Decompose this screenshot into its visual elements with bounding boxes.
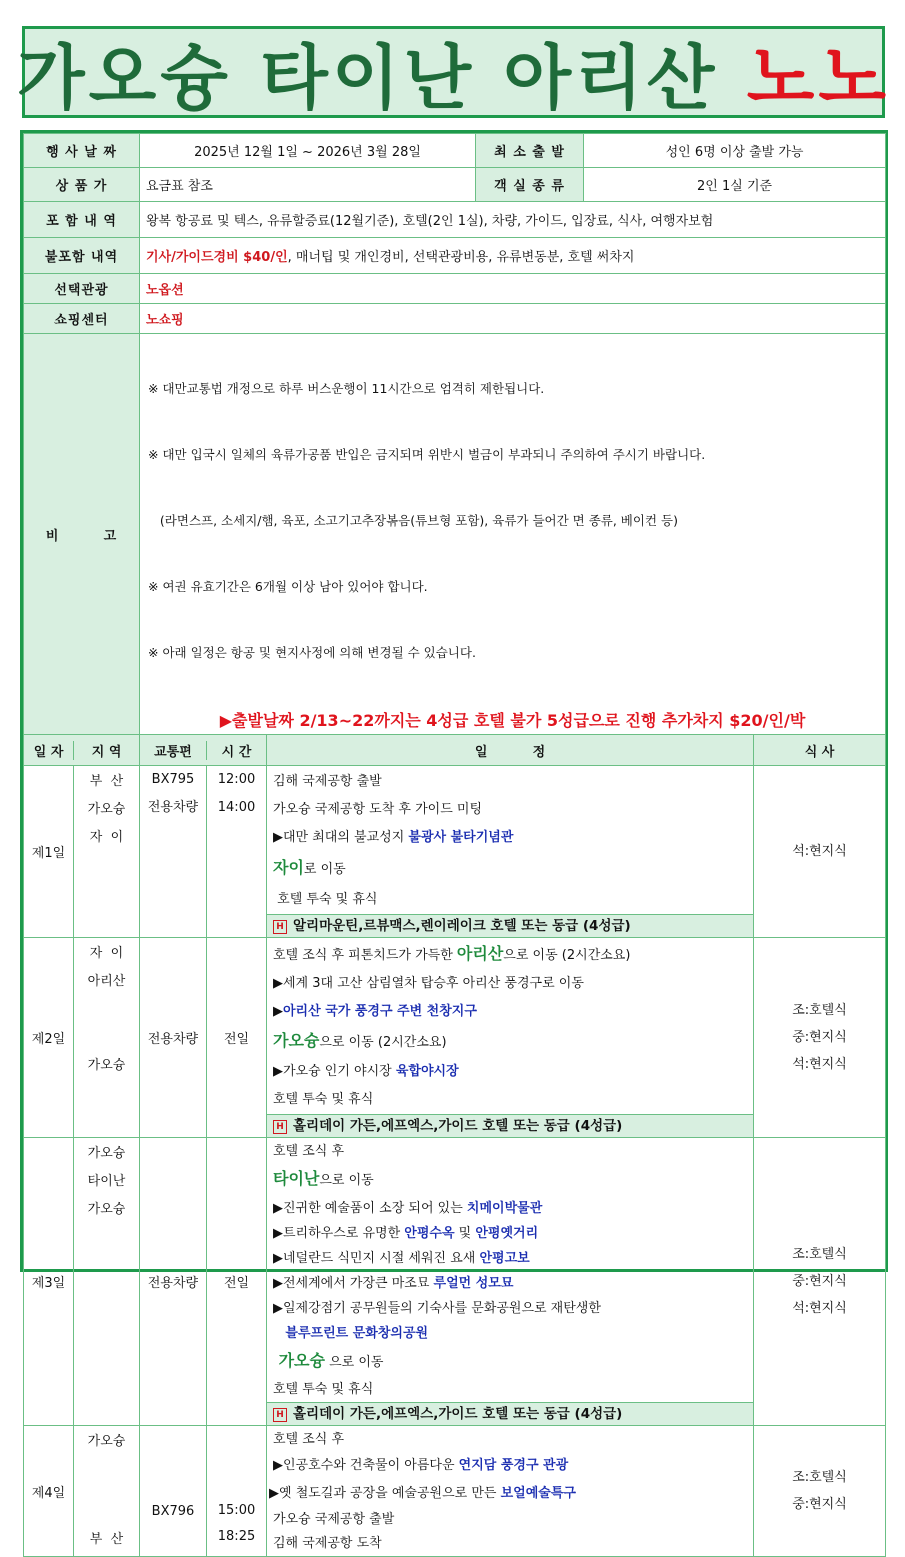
meal-cell: 조:호텔식 중:현지식 석:현지식	[754, 1138, 886, 1426]
itinerary-line: ▶가오슝 인기 야시장 육합야시장	[273, 1064, 459, 1079]
sched-header-transport: 교통편 시 간	[140, 735, 267, 766]
itinerary-document	[20, 130, 888, 1551]
time-cell: 전일	[207, 938, 267, 1138]
itinerary-line: 블루프린트 문화창의공원	[285, 1326, 429, 1341]
day-row	[24, 1426, 886, 1557]
price-label: 상 품 가	[24, 168, 140, 202]
itinerary-line: 호텔 조식 후 피톤치드가 가득한 아리산으로 이동 (2시간소요)	[273, 944, 631, 963]
itinerary-line: ▶대만 최대의 불교성지 불광사 불타기념관	[273, 830, 514, 845]
shopping-value: 노쇼핑	[140, 304, 886, 334]
itinerary-line: ▶전세계에서 가장큰 마조묘 루얼먼 성모묘	[273, 1276, 514, 1291]
hotel-line: H 알리마운틴,르뷰맥스,렌이레이크 호텔 또는 동급 (4성급)	[267, 914, 753, 937]
transport-cell: BX796	[140, 1426, 207, 1557]
hotel-icon: H	[273, 1120, 287, 1134]
time-cell: 전일	[207, 1138, 267, 1426]
included-label: 포 함 내 역	[24, 202, 140, 238]
note-line: ※ 아래 일정은 항공 및 현지사정에 의해 변경될 수 있습니다.	[148, 645, 476, 660]
note-line: ※ 대만교통법 개정으로 하루 버스운행이 11시간으로 엄격히 제한됩니다.	[148, 381, 545, 396]
date-value: 2025년 12월 1일 ~ 2026년 3월 28일	[140, 134, 476, 168]
itinerary-line: 김해 국제공항 도착	[273, 1536, 382, 1551]
date-label: 행 사 날 짜	[24, 134, 140, 168]
hotel-icon: H	[273, 1408, 287, 1422]
itinerary-line: ▶네덜란드 식민지 시절 세워진 요새 안평고보	[273, 1251, 530, 1266]
remarks-label: 비 고	[24, 334, 140, 735]
region-cell: 가오슝 타이난 가오슝	[74, 1138, 140, 1426]
note-line: ※ 대만 입국시 일체의 육류가공품 반입은 금지되며 위반시 벌금이 부과되니 주의하여 주시기 바랍니다.	[148, 447, 706, 462]
day-label: 제3일	[24, 1138, 74, 1426]
region-cell: 자 이 아리산 가오슝	[74, 938, 140, 1138]
hotel-icon: H	[273, 920, 287, 934]
itinerary-line: ▶세계 3대 고산 삼림열차 탑승후 아리산 풍경구로 이동	[273, 976, 584, 991]
itinerary-line: 가오슝 국제공항 출발	[273, 1512, 395, 1527]
day-label: 제2일	[24, 938, 74, 1138]
optional-tour-value: 노옵션	[140, 274, 886, 304]
min-departure-value: 성인 6명 이상 출발 가능	[584, 134, 886, 168]
itinerary-cell	[267, 1426, 754, 1557]
excluded-value: 기사/가이드경비 $40/인, 매너팁 및 개인경비, 선택관광비용, 유류변동분, 호텔 써차지	[140, 238, 886, 274]
itinerary-line: ▶진귀한 예술품이 소장 되어 있는 치메이박물관	[273, 1201, 543, 1216]
day-label: 제4일	[24, 1426, 74, 1557]
itinerary-line: 호텔 투숙 및 휴식	[273, 892, 378, 907]
itinerary-line: ▶일제강점기 공무원들의 기숙사를 문화공원으로 재탄생한	[273, 1301, 601, 1316]
transport-cell: 전용차량	[140, 1138, 207, 1426]
hotel-surcharge-banner: ▶출발날짜 2/13~22까지는 4성급 호텔 불가 5성급으로 진행 추가차지 $20/인/박	[219, 711, 806, 730]
title-main: 가오슝 타이난 아리산	[17, 36, 719, 119]
itinerary-line: 타이난으로 이동	[273, 1169, 374, 1188]
hotel-line: H 홀리데이 가든,에프엑스,가이드 호텔 또는 동급 (4성급)	[267, 1402, 753, 1425]
remarks-value	[140, 334, 886, 735]
optional-tour-label: 선택관광	[24, 274, 140, 304]
page-title	[17, 22, 890, 123]
min-departure-label: 최 소 출 발	[476, 134, 584, 168]
hotel-line: H 홀리데이 가든,에프엑스,가이드 호텔 또는 동급 (4성급)	[267, 1114, 753, 1137]
room-type-label: 객 실 종 류	[476, 168, 584, 202]
meal-cell: 조:호텔식 중:현지식	[754, 1426, 886, 1557]
region-cell: 부 산 가오슝 자 이	[74, 766, 140, 938]
title-banner	[17, 26, 890, 119]
region-cell: 가오슝 부 산	[74, 1426, 140, 1557]
itinerary-line: 가오슝 으로 이동	[273, 1351, 384, 1370]
itinerary-line: 호텔 조식 후	[273, 1144, 345, 1159]
itinerary-line: ▶인공호수와 건축물이 아름다운 연지담 풍경구 관광	[273, 1458, 569, 1473]
price-value: 요금표 참조	[140, 168, 476, 202]
time-cell: 15:00 18:25	[207, 1426, 267, 1557]
day-label: 제1일	[24, 766, 74, 938]
itinerary-line: 호텔 투숙 및 휴식	[273, 1382, 374, 1397]
included-value: 왕복 항공료 및 텍스, 유류할증료(12월기준), 호텔(2인 1실), 차량, 가이드, 입장료, 식사, 여행자보험	[140, 202, 886, 238]
day-row	[24, 766, 886, 938]
itinerary-line: ▶옛 철도길과 공장을 예술공원으로 만든 보얼예술특구	[269, 1486, 576, 1501]
itinerary-line: 김해 국제공항 출발	[273, 774, 382, 789]
itinerary-line: 호텔 조식 후	[273, 1432, 345, 1447]
itinerary-line: 가오슝으로 이동 (2시간소요)	[273, 1031, 447, 1050]
sched-header-itinerary: 일 정	[267, 735, 754, 766]
itinerary-line: ▶아리산 국가 풍경구 주변 천창지구	[273, 1004, 477, 1019]
meal-cell: 조:호텔식 중:현지식 석:현지식	[754, 938, 886, 1138]
itinerary-line: 가오슝 국제공항 도착 후 가이드 미팅	[273, 802, 483, 817]
sched-header-meal: 식 사	[754, 735, 886, 766]
info-table	[23, 133, 886, 766]
day-row	[24, 1138, 886, 1426]
itinerary-line: 호텔 투숙 및 휴식	[273, 1092, 374, 1107]
note-line: (라면스프, 소세지/햄, 육포, 소고기고추장볶음(튜브형 포함), 육류가 들어간 면 종류, 베이컨 등)	[148, 513, 678, 528]
room-type-value: 2인 1실 기준	[584, 168, 886, 202]
day-row	[24, 938, 886, 1138]
transport-cell: BX795 전용차량	[140, 766, 207, 938]
shopping-label: 쇼핑센터	[24, 304, 140, 334]
sched-header-day: 일 자 지 역	[24, 735, 140, 766]
meal-cell: 석:현지식	[754, 766, 886, 938]
itinerary-cell	[267, 766, 754, 938]
title-accent: 노노	[746, 36, 890, 119]
schedule-table	[23, 765, 886, 1557]
guide-fee: 기사/가이드경비 $40/인	[146, 250, 288, 265]
itinerary-cell	[267, 1138, 754, 1426]
excluded-label: 불포함 내역	[24, 238, 140, 274]
time-cell: 12:00 14:00	[207, 766, 267, 938]
itinerary-line: ▶트리하우스로 유명한 안평수옥 및 안평옛거리	[273, 1226, 539, 1241]
transport-cell: 전용차량	[140, 938, 207, 1138]
note-line: ※ 여권 유효기간은 6개월 이상 남아 있어야 합니다.	[148, 579, 428, 594]
itinerary-cell	[267, 938, 754, 1138]
itinerary-line: 자이로 이동	[273, 858, 346, 877]
